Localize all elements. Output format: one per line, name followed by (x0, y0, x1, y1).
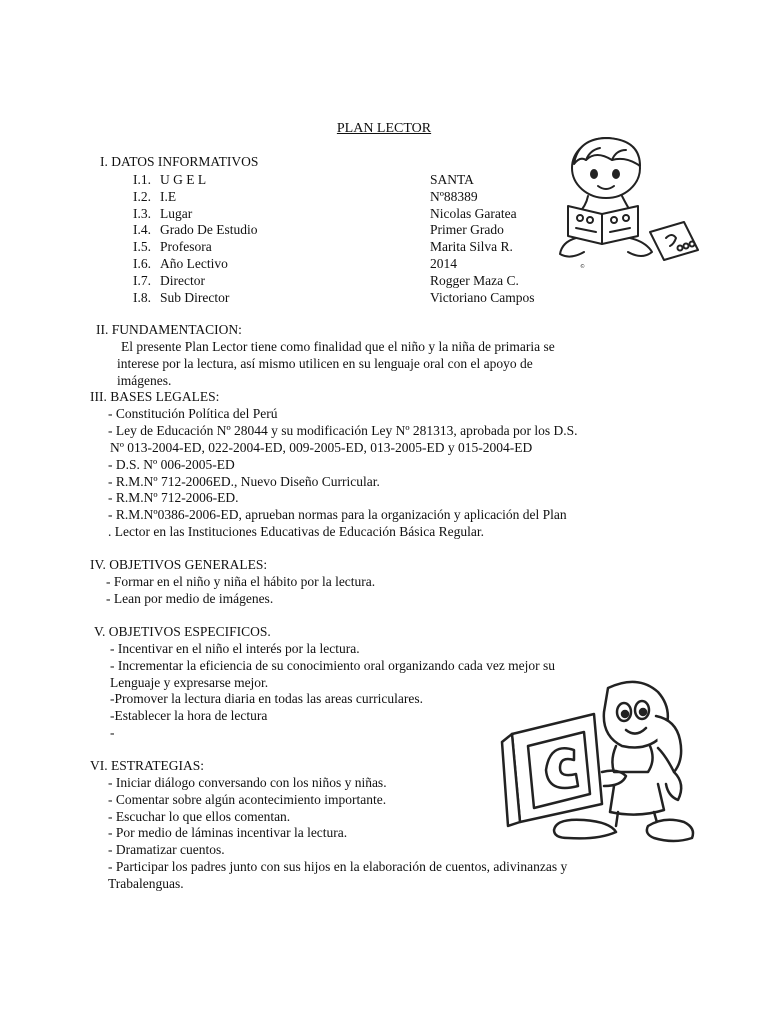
section-3-line: . Lector en las Instituciones Educativas de Educación Básica Regular. (108, 524, 484, 539)
info-row-label: I.E (160, 188, 177, 204)
section-5-line: -Promover la lectura diaria en todas las areas curriculares. (110, 691, 423, 706)
info-row-number: I.5. (133, 239, 151, 255)
section-3-line: - Constitución Política del Perú (108, 406, 278, 421)
info-row-label: Profesora (160, 239, 212, 255)
info-row-number: I.6. (133, 256, 151, 271)
info-row-number: I.2. (133, 188, 151, 204)
info-row-label: U G E L (160, 172, 207, 187)
info-row-number: I.3. (133, 205, 151, 221)
info-row-label: Sub Director (160, 289, 230, 305)
info-row (0, 289, 768, 306)
info-row-number: I.8. (133, 289, 151, 305)
info-row-value: Victoriano Campos (430, 289, 535, 305)
section-5-line: - Incentivar en el niño el interés por la lectura. (110, 641, 360, 656)
section-6-line: - Dramatizar cuentos. (108, 842, 225, 857)
section-2-line: El presente Plan Lector tiene como finalidad que el niño y la niña de primaria se (121, 339, 555, 354)
info-row-value: 2014 (430, 256, 457, 271)
info-row-value: Primer Grado (430, 222, 504, 238)
section-6-line: Trabalenguas. (108, 876, 184, 891)
section-6-line: - Escuchar lo que ellos comentan. (108, 809, 291, 824)
girl-with-letter-block-illustration (498, 676, 698, 851)
info-row-value: Rogger Maza C. (430, 272, 519, 288)
section-6-line: - Por medio de láminas incentivar la lectura. (108, 825, 348, 840)
section-3-line: - D.S. Nº 006-2005-ED (108, 457, 235, 472)
section-6-heading: VI. ESTRATEGIAS: (90, 758, 204, 773)
section-3-line: - R.M.Nº 712-2006ED., Nuevo Diseño Curricular. (108, 474, 380, 489)
section-3-line: - R.M.Nº 712-2006-ED. (108, 490, 239, 505)
section-5-line: Lenguaje y expresarse mejor. (110, 675, 269, 690)
section-6-line: - Iniciar diálogo conversando con los niños y niñas. (108, 775, 387, 790)
section-1-heading: I. DATOS INFORMATIVOS (100, 154, 259, 169)
child-reading-illustration (556, 134, 706, 272)
section-6-line: - Participar los padres junto con sus hijos en la elaboración de cuentos, adivinanzas y (108, 859, 568, 874)
section-4-heading: IV. OBJETIVOS GENERALES: (90, 557, 268, 572)
info-row-label: Director (160, 272, 205, 288)
section-2-line: interese por la lectura, así mismo utilicen en su lenguaje oral con el apoyo de (117, 356, 533, 371)
info-row-number: I.1. (133, 172, 151, 187)
section-5-line: - Incrementar la eficiencia de su conocimiento oral organizando cada vez mejor su (110, 658, 556, 673)
section-2-line: imágenes. (117, 373, 172, 388)
section-3-heading: III. BASES LEGALES: (90, 389, 220, 404)
section-5-heading: V. OBJETIVOS ESPECIFICOS. (94, 624, 271, 639)
section-3-line: - Ley de Educación Nº 28044 y su modificación Ley Nº 281313, aprobada por los D.S. (108, 423, 578, 438)
svg-text:©: © (580, 264, 585, 270)
info-row-value: Nicolas Garatea (430, 205, 517, 221)
section-3-line: Nº 013-2004-ED, 022-2004-ED, 009-2005-ED, 013-2005-ED y 015-2004-ED (110, 440, 533, 455)
info-row-value: Nº88389 (430, 188, 478, 204)
info-row-value: Marita Silva R. (430, 239, 513, 255)
section-6-line: - Comentar sobre algún acontecimiento importante. (108, 792, 387, 807)
section-3-line: - R.M.Nº0386-2006-ED, aprueban normas para la organización y aplicación del Plan (108, 507, 567, 522)
section-4-line: - Formar en el niño y niña el hábito por la lectura. (106, 574, 376, 589)
info-row-value: SANTA (430, 172, 474, 187)
section-4-line: - Lean por medio de imágenes. (106, 591, 274, 606)
info-row (0, 272, 768, 289)
document-title: PLAN LECTOR (336, 121, 432, 136)
info-row-number: I.7. (133, 272, 151, 288)
info-row-label: Lugar (160, 205, 193, 221)
info-row-label: Grado De Estudio (160, 222, 258, 238)
section-5-line: -Establecer la hora de lectura (110, 708, 268, 723)
info-row-number: I.4. (133, 222, 151, 238)
info-row-label: Año Lectivo (160, 256, 228, 271)
section-2-heading: II. FUNDAMENTACION: (96, 322, 242, 337)
section-5-line: - (110, 725, 115, 740)
